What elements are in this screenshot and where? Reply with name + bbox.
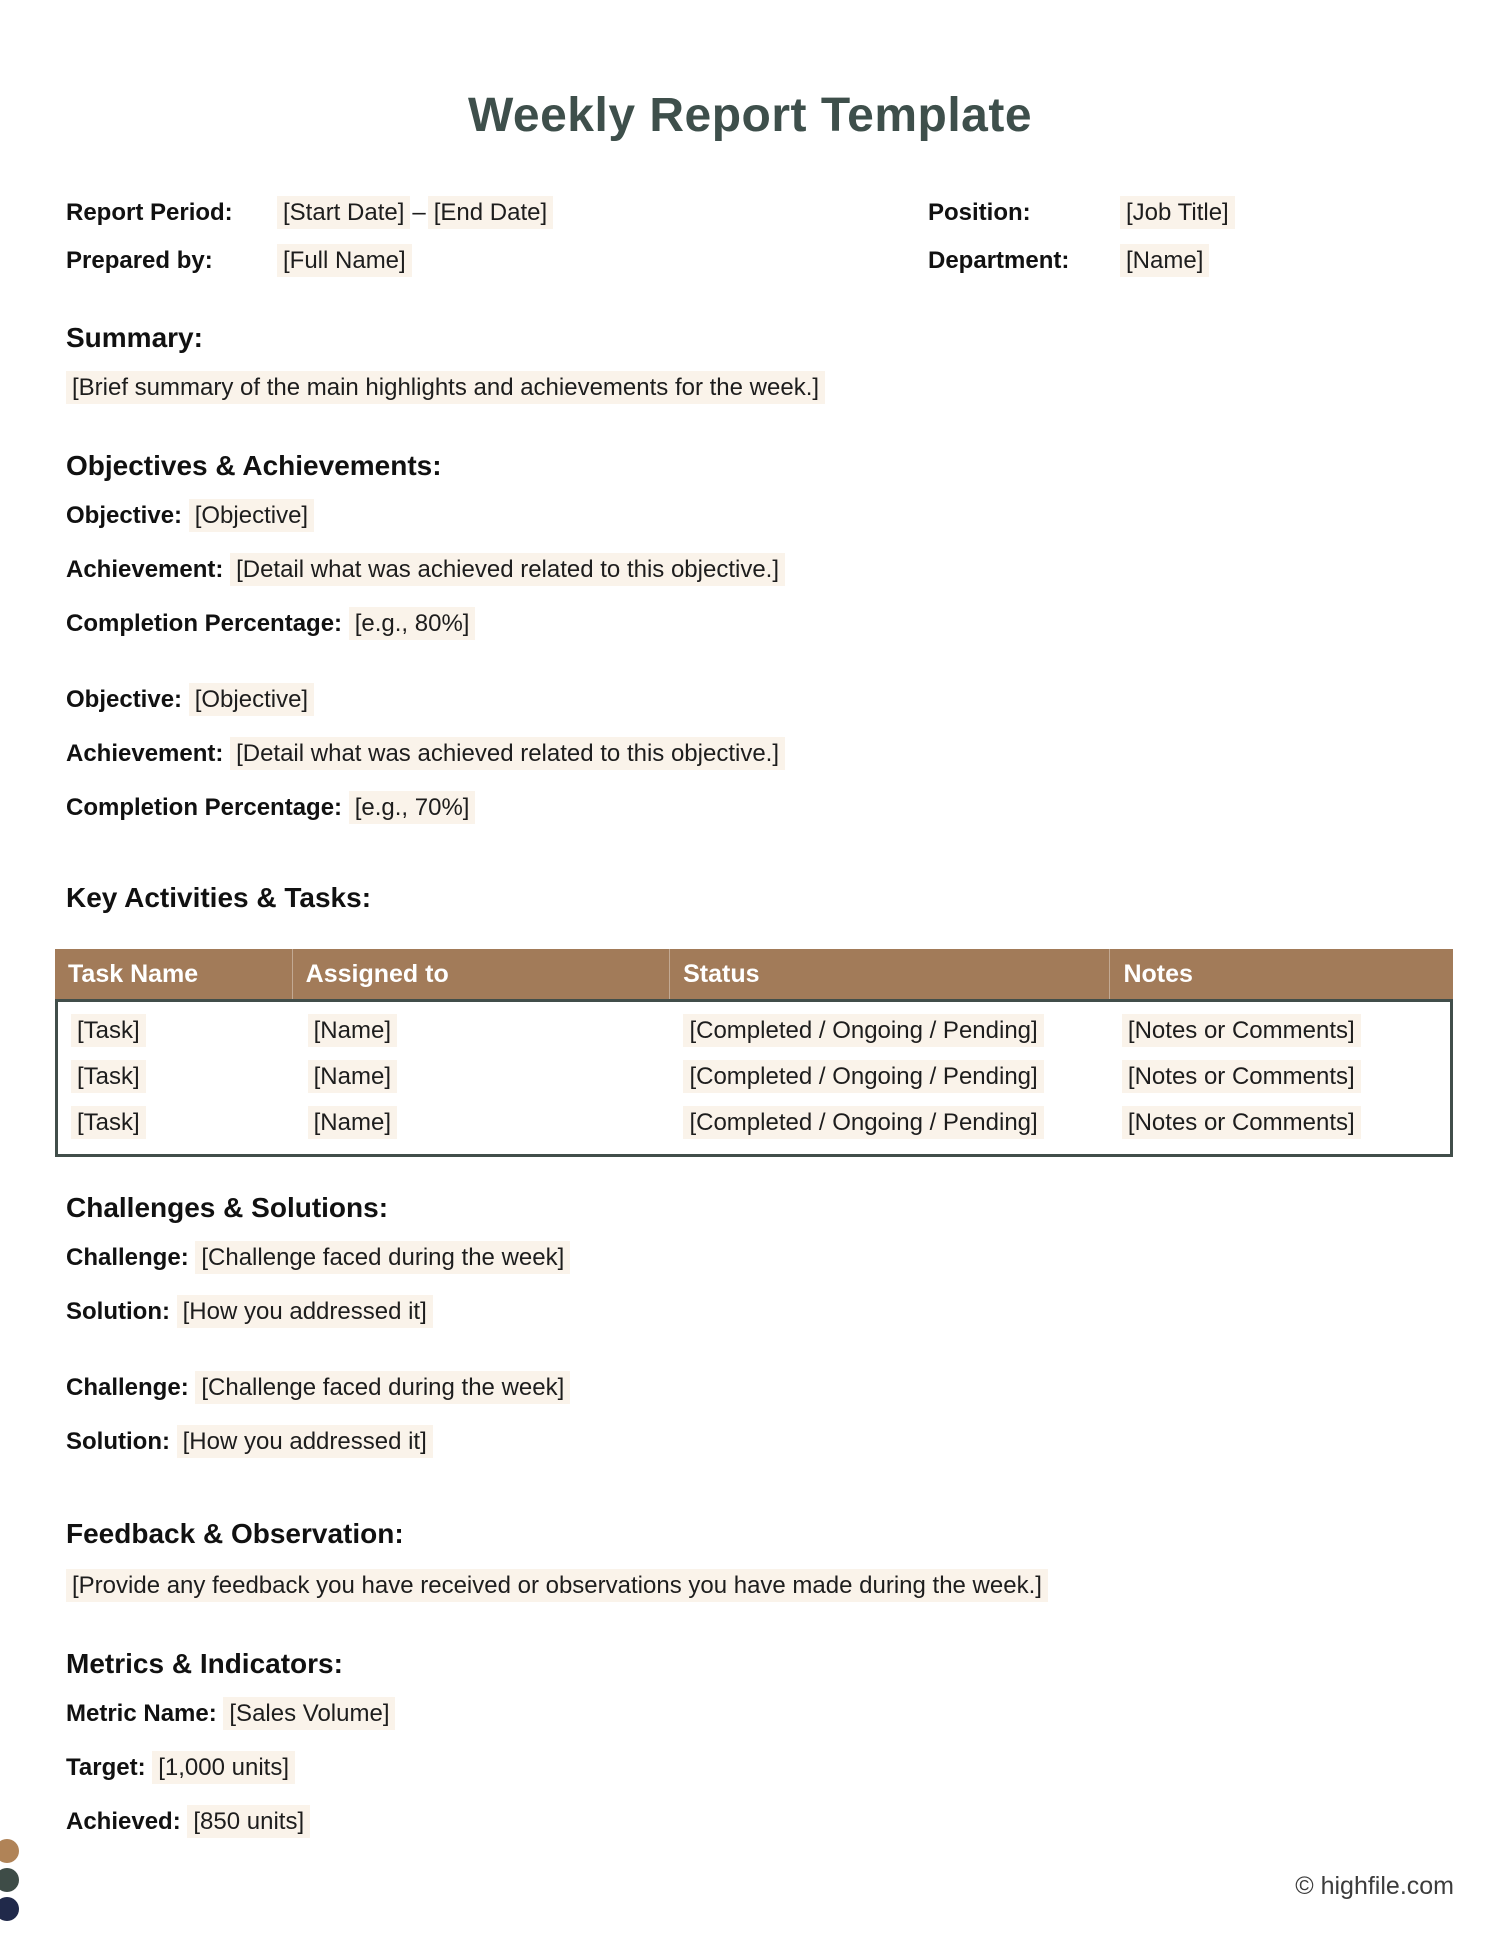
target-line	[66, 1753, 1434, 1783]
column-header-notes: Notes	[1123, 960, 1193, 988]
status-placeholder: [Completed / Ongoing / Pending]	[683, 1014, 1043, 1047]
prepared-by-value	[277, 247, 928, 275]
task-placeholder: [Task]	[71, 1014, 146, 1047]
tasks-heading: Key Activities & Tasks:	[66, 882, 372, 913]
notes-placeholder: [Notes or Comments]	[1122, 1106, 1361, 1139]
status-placeholder: [Completed / Ongoing / Pending]	[683, 1060, 1043, 1093]
tasks-table-header-row	[55, 949, 1453, 999]
tasks-table	[55, 949, 1453, 1157]
objective-label: Objective:	[66, 686, 183, 713]
tasks-table-body	[55, 999, 1453, 1157]
achievement-line	[66, 555, 1434, 585]
full-name-placeholder: [Full Name]	[277, 244, 412, 277]
solution-label: Solution:	[66, 1428, 170, 1455]
achievement-label: Achievement:	[66, 556, 224, 583]
achieved-placeholder: [850 units]	[187, 1805, 310, 1838]
feedback-body	[66, 1571, 1434, 1601]
position-value	[1120, 199, 1434, 227]
copyright-text: © highfile.com	[1295, 1872, 1454, 1900]
job-title-placeholder: [Job Title]	[1120, 196, 1235, 229]
summary-heading: Summary:	[66, 322, 203, 353]
brand-logo-dots	[0, 1834, 25, 1921]
table-row	[58, 1100, 1450, 1146]
challenge-placeholder: [Challenge faced during the week]	[195, 1241, 570, 1274]
objective-placeholder: [Objective]	[189, 683, 314, 716]
completion-placeholder: [e.g., 80%]	[349, 607, 476, 640]
achievement-label: Achievement:	[66, 740, 224, 767]
status-placeholder: [Completed / Ongoing / Pending]	[683, 1106, 1043, 1139]
challenges-heading: Challenges & Solutions:	[66, 1192, 389, 1223]
summary-placeholder: [Brief summary of the main highlights and achievements for the week.]	[66, 371, 825, 404]
challenge-label: Challenge:	[66, 1374, 189, 1401]
notes-placeholder: [Notes or Comments]	[1122, 1060, 1361, 1093]
task-placeholder: [Task]	[71, 1060, 146, 1093]
department-label: Department:	[928, 247, 1070, 274]
challenge-label: Challenge:	[66, 1244, 189, 1271]
completion-line	[66, 609, 1434, 639]
logo-dot-navy-icon	[0, 1897, 19, 1921]
table-row	[58, 1008, 1450, 1054]
task-placeholder: [Task]	[71, 1106, 146, 1139]
challenge-line	[66, 1373, 1434, 1403]
report-meta	[66, 199, 1434, 275]
department-value	[1120, 247, 1434, 275]
metrics-heading: Metrics & Indicators:	[66, 1648, 343, 1679]
report-period-value	[277, 199, 928, 227]
solution-placeholder: [How you addressed it]	[177, 1295, 433, 1328]
completion-label: Completion Percentage:	[66, 794, 343, 821]
logo-dot-green-icon	[0, 1868, 19, 1892]
report-period-label: Report Period:	[66, 199, 233, 226]
achievement-placeholder: [Detail what was achieved related to this objective.]	[230, 553, 785, 586]
assignee-placeholder: [Name]	[308, 1060, 397, 1093]
date-range-dash: –	[412, 199, 426, 226]
objective-placeholder: [Objective]	[189, 499, 314, 532]
page-title: Weekly Report Template	[467, 89, 1033, 142]
column-header-task-name: Task Name	[55, 949, 293, 999]
start-date-placeholder: [Start Date]	[277, 196, 410, 229]
completion-line	[66, 793, 1434, 823]
challenge-line	[66, 1243, 1434, 1273]
notes-placeholder: [Notes or Comments]	[1122, 1014, 1361, 1047]
solution-line	[66, 1297, 1434, 1327]
assignee-placeholder: [Name]	[308, 1014, 397, 1047]
column-header-status: Status	[670, 949, 1110, 999]
solution-line	[66, 1427, 1434, 1457]
achieved-label: Achieved:	[66, 1808, 181, 1835]
end-date-placeholder: [End Date]	[428, 196, 553, 229]
objective-line	[66, 501, 1434, 531]
metric-name-placeholder: [Sales Volume]	[223, 1697, 395, 1730]
feedback-placeholder: [Provide any feedback you have received or observations you have made during the week.]	[66, 1569, 1048, 1602]
objective-line	[66, 685, 1434, 715]
objective-label: Objective:	[66, 502, 183, 529]
metric-name-label: Metric Name:	[66, 1700, 217, 1727]
achieved-line	[66, 1807, 1434, 1837]
completion-label: Completion Percentage:	[66, 610, 343, 637]
metric-name-line	[66, 1699, 1434, 1729]
target-placeholder: [1,000 units]	[152, 1751, 295, 1784]
column-header-assigned-to: Assigned to	[293, 949, 670, 999]
achievement-placeholder: [Detail what was achieved related to this objective.]	[230, 737, 785, 770]
prepared-by-label: Prepared by:	[66, 247, 213, 274]
target-label: Target:	[66, 1754, 146, 1781]
department-name-placeholder: [Name]	[1120, 244, 1209, 277]
summary-body	[66, 373, 1434, 403]
completion-placeholder: [e.g., 70%]	[349, 791, 476, 824]
achievement-line	[66, 739, 1434, 769]
objectives-heading: Objectives & Achievements:	[66, 450, 442, 481]
challenge-placeholder: [Challenge faced during the week]	[195, 1371, 570, 1404]
position-label: Position:	[928, 199, 1031, 226]
table-row	[58, 1054, 1450, 1100]
logo-dot-tan-icon	[0, 1839, 19, 1863]
solution-label: Solution:	[66, 1298, 170, 1325]
feedback-heading: Feedback & Observation:	[66, 1518, 404, 1549]
solution-placeholder: [How you addressed it]	[177, 1425, 433, 1458]
assignee-placeholder: [Name]	[308, 1106, 397, 1139]
